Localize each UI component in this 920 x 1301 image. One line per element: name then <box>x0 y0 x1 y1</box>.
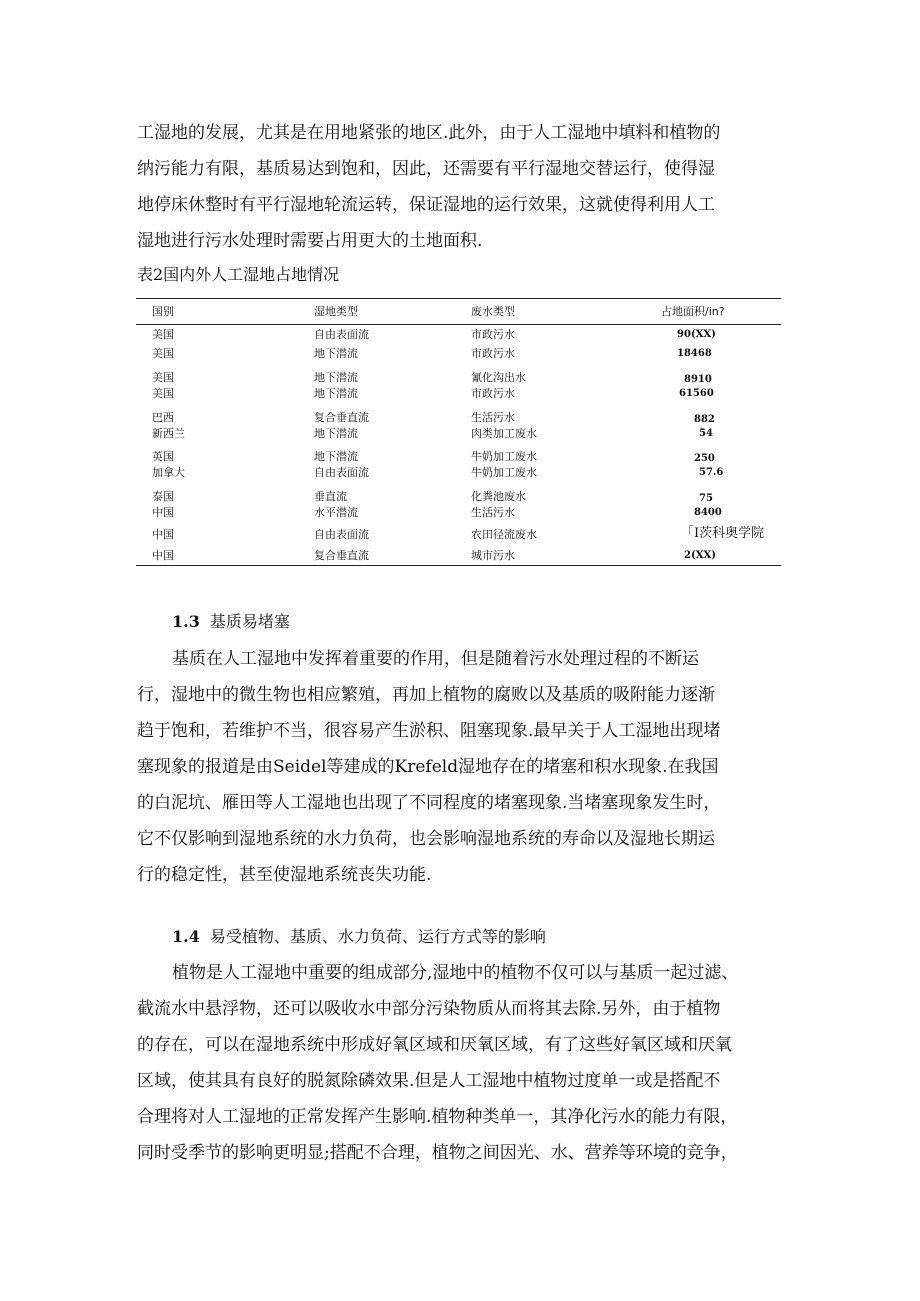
table-cell: 自由表面流 <box>314 528 369 541</box>
table-cell: 8400 <box>694 507 722 518</box>
section-heading <box>172 609 290 632</box>
table-top-rule <box>136 298 781 299</box>
table-cell: 市政污水 <box>471 347 515 360</box>
paragraph-line: 工湿地的发展，尤其是在用地紧张的地区.此外，由于人工湿地中填料和植物的 <box>137 123 721 143</box>
table-cell: 「I茨科奥学院 <box>681 526 765 541</box>
paragraph-line: 植物是人工湿地中重要的组成部分,湿地中的植物不仅可以与基质一起过滤、 <box>172 963 739 983</box>
section-number: 1.3 <box>172 612 200 631</box>
table-cell: 75 <box>699 493 713 504</box>
paragraph-line: 纳污能力有限，基质易达到饱和，因此，还需要有平行湿地交替运行，使得湿 <box>137 159 715 179</box>
table-cell: 地下潜流 <box>314 450 358 463</box>
table-cell: 61560 <box>679 388 714 399</box>
table-cell: 自由表面流 <box>314 328 369 341</box>
table-cell: 自由表面流 <box>314 466 369 479</box>
table-cell: 市政污水 <box>471 328 515 341</box>
table-cell: 英国 <box>152 450 174 463</box>
table-cell: 美国 <box>152 387 174 400</box>
table-header-country: 国别 <box>152 305 174 318</box>
table-cell: 美国 <box>152 371 174 384</box>
table-cell: 中国 <box>152 506 174 519</box>
section-title: 易受植物、基质、水力负荷、运行方式等的影响 <box>209 927 546 946</box>
table-cell: 250 <box>694 453 715 464</box>
table-cell: 加拿大 <box>152 466 185 479</box>
section-number: 1.4 <box>172 927 200 946</box>
paragraph-line: 趋于饱和，若维护不当，很容易产生淤积、阻塞现象.最早关于人工湿地出现堵 <box>137 721 721 741</box>
paragraph-line: 的存在，可以在湿地系统中形成好氧区域和厌氧区域，有了这些好氧区域和厌氧 <box>137 1035 732 1055</box>
table-cell: 54 <box>699 428 713 439</box>
table-cell: 市政污水 <box>471 387 515 400</box>
table-header-rule <box>136 324 781 325</box>
paragraph-line: 同时受季节的影响更明显;搭配不合理，植物之间因光、水、营养等环境的竞争， <box>137 1143 738 1163</box>
data-table <box>136 298 781 566</box>
table-cell: 地下潜流 <box>314 427 358 440</box>
table-cell: 美国 <box>152 347 174 360</box>
table-bottom-rule <box>136 565 781 566</box>
table-cell: 氰化沟出水 <box>471 371 526 384</box>
table-cell: 地下潜流 <box>314 347 358 360</box>
table-cell: 2(XX) <box>684 550 716 561</box>
paragraph-line: 地停床休整时有平行湿地轮流运转，保证湿地的运行效果，这就使得利用人工 <box>137 195 715 215</box>
table-cell: 90(XX) <box>677 329 716 340</box>
table-caption: 表2国内外人工湿地占地情况 <box>137 265 340 284</box>
table-cell: 中国 <box>152 528 174 541</box>
section-heading <box>172 924 546 947</box>
paragraph-line: 基质在人工湿地中发挥着重要的作用，但是随着污水处理过程的不断运 <box>172 649 699 669</box>
table-cell: 882 <box>694 414 715 425</box>
table-cell: 生活污水 <box>471 411 515 424</box>
table-cell: 垂直流 <box>314 490 347 503</box>
table-cell: 地下潜流 <box>314 387 358 400</box>
paragraph-line: 行的稳定性，甚至使湿地系统丧失功能. <box>137 865 432 885</box>
table-cell: 水平潜流 <box>314 506 358 519</box>
paragraph-line: 的白泥坑、雁田等人工湿地也出现了不同程度的堵塞现象.当堵塞现象发生时， <box>137 793 721 813</box>
table-cell: 牛奶加工废水 <box>471 466 537 479</box>
table-cell: 美国 <box>152 328 174 341</box>
table-cell: 8910 <box>684 374 712 385</box>
table-cell: 新西兰 <box>152 427 185 440</box>
table-header-wetland-type: 湿地类型 <box>314 305 358 318</box>
paragraph-line: 区域，使其具有良好的脱氮除磷效果.但是人工湿地中植物过度单一或是搭配不 <box>137 1071 721 1091</box>
table-cell: 地下潜流 <box>314 371 358 384</box>
table-cell: 生活污水 <box>471 506 515 519</box>
table-header-wastewater-type: 废水类型 <box>471 305 515 318</box>
table-cell: 复合垂直流 <box>314 549 369 562</box>
table-cell: 化粪池废水 <box>471 490 526 503</box>
paragraph-line: 塞现象的报道是由Seidel等建成的Krefeld湿地存在的堵塞和积水现象.在我国 <box>137 757 719 777</box>
section-title: 基质易堵塞 <box>209 612 290 631</box>
table-cell: 城市污水 <box>471 549 515 562</box>
table-cell: 中国 <box>152 549 174 562</box>
paragraph-line: 合理将对人工湿地的正常发挥产生影响.植物种类单一，其净化污水的能力有限， <box>137 1107 738 1127</box>
table-cell: 泰国 <box>152 490 174 503</box>
table-cell: 肉类加工废水 <box>471 427 537 440</box>
table-cell: 巴西 <box>152 411 174 424</box>
table-cell: 农田径流废水 <box>471 528 537 541</box>
paragraph-line: 截流水中悬浮物，还可以吸收水中部分污染物质从而将其去除.另外，由于植物 <box>137 999 721 1019</box>
paragraph-line: 行，湿地中的微生物也相应繁殖，再加上植物的腐败以及基质的吸附能力逐渐 <box>137 685 715 705</box>
table-cell: 复合垂直流 <box>314 411 369 424</box>
table-header-area: 占地面积/in? <box>661 305 725 318</box>
table-cell: 57.6 <box>699 467 724 478</box>
paragraph-line: 湿地进行污水处理时需要占用更大的土地面积. <box>137 231 483 251</box>
paragraph-line: 它不仅影响到湿地系统的水力负荷，也会影响湿地系统的寿命以及湿地长期运 <box>137 829 715 849</box>
table-cell: 牛奶加工废水 <box>471 450 537 463</box>
table-cell: 18468 <box>677 348 712 359</box>
